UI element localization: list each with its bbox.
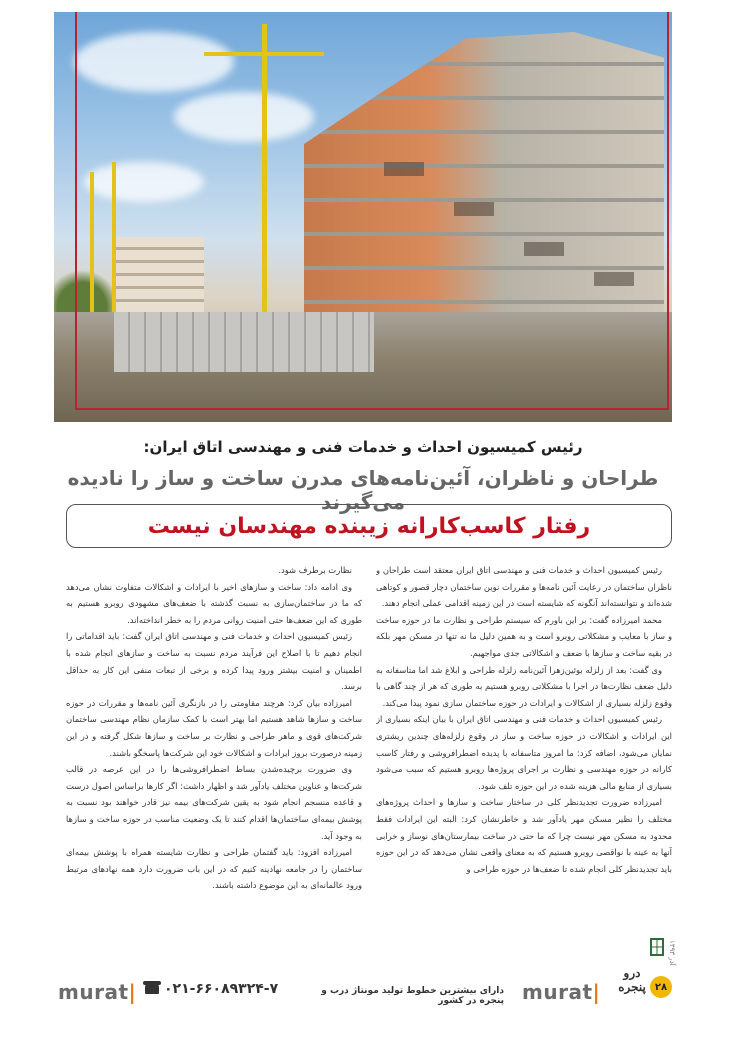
article-title: رفتار کاسب‌کارانه زیبنده مهندسان نیست	[147, 513, 591, 539]
ad-tagline: دارای بیشترین خطوط تولید مونتاژ درب و پنجره در کشور	[321, 986, 504, 1006]
footer-ad	[54, 940, 676, 1012]
paragraph: امیرزاده افزود: باید گفتمان طراحی و نظارت شایسته همراه با پوشش بیمه‌ای ساختمان را در جامعه نهادینه کنیم که در این باب ضرورت دارد همه نهادهای مرتبط ورود عالمانه‌ای به این موضوع داشته باشند.	[66, 847, 362, 891]
paragraph: نظارت برطرف شود.	[278, 565, 352, 575]
kicker-line: رئیس کمیسیون احداث و خدمات فنی و مهندسی اتاق ایران:	[143, 438, 583, 456]
window-logo-icon	[650, 938, 664, 956]
paragraph: امیرزاده بیان کرد: هرچند مقاومتی را در بازنگری آئین نامه‌ها و مقررات در حوزه ساخت و سازها شاهد هستیم اما بهتر است با کمک سازمان نظام مهندسی ساختمان شرکت‌های قوی و ماهر طراحی و نظارت بر ساخت و سازها شکل گرفته و در این زمینه درصورت بروز ایرادات و اشکالات خود این شرکت‌ها پاسخگو باشند.	[66, 697, 362, 758]
paragraph: وی ادامه داد: ساخت و سازهای اخیر با ایرادات و اشکالات متفاوت نشان می‌دهد که ما در ساختمان‌سازی به نسبت گذشته با ضعف‌های مشهودی روبرو هستیم به طوری که این ضعف‌ها حتی امنیت روانی مردم را به خطر انداخته‌اند.	[66, 581, 362, 625]
paragraph: رئیس کمیسیون احداث و خدمات فنی و مهندسی اتاق ایران معتقد است طراحان و ناظران ساختمان در رعایت آئین نامه‌ها و مقررات نوین ساختمان دچار قصور و کوتاهی شده‌اند و نتوانسته‌اند آنگونه که شایسته است در این زمینه اقدامی عملی انجام دهند.	[376, 565, 672, 609]
paragraph: وی گفت: بعد از زلزله بوئین‌زهرا آئین‌نامه زلزله طراحی و ابلاغ شد اما متاسفانه به دلیل ضعف نظارت‌ها در اجرا با مشکلاتی روبرو هستیم به طوری که هر از چند گاهی با وقوع زلزله بسیاری از اشکالات و ایرادات در حوزه ساختمان سازی نمود پیدا می‌کند.	[376, 664, 672, 708]
headline: طراحان و ناظران، آئین‌نامه‌های مدرن ساخت و ساز را نادیده می‌گیرند	[67, 466, 659, 514]
paragraph: امیرزاده ضرورت تجدیدنظر کلی در ساختار ساخت و سازها و احداث پروژه‌های مختلف را نظیر مسکن مهر یادآور شد و خاطرنشان کرد: البته این ایرادات فقط محدود به مسکن مهر نیست چرا که ما حتی در ساخت بیمارستان‌های نوساز و خرابی آنها به عینه با نواقصی روبرو هستیم که به معنای واقعی نشان می‌دهد که در این حوزه باید تجدیدنظر کلی انجام شده تا ضعف‌ها در حوزه طراحی و	[376, 797, 672, 874]
murat-logo-right: murat|	[522, 980, 601, 1004]
magazine-logo: درو پنجره	[618, 966, 646, 994]
page-number-badge: ۲۸	[650, 976, 672, 998]
paragraph: رئیس کمیسیون احداث و خدمات فنی و مهندسی اتاق ایران گفت: باید اقداماتی را انجام دهیم تا با اصلاح این فرآیند مردم نسبت به ساخت و سازهای انجام شده با اطمینان و امنیت بیشتر ورود پیدا کرده و برخی از تبعات منفی این کار به حداقل برسد.	[66, 631, 362, 692]
issue-date: ۱۳۹۳ آذر	[668, 940, 676, 966]
murat-logo-left: murat|	[58, 980, 137, 1004]
title-box	[66, 504, 672, 548]
phone-number: ۰۲۱-۶۶۰۸۹۳۲۴-۷	[164, 981, 279, 997]
paragraph: رئیس کمیسیون احداث و خدمات فنی و مهندسی اتاق ایران با بیان اینکه بسیاری از این ایرادات و اشکالات در حوزه ساخت و ساز در وقوع زلزله‌های چندین ریشتری نمایان می‌شود، اضافه کرد: ما امروز متاسفانه با پدیده اضطرافروشی و رفتار کاسب کارانه در حوزه مهندسی و نظارت بر اجرای پروژه‌ها روبرو هستیم که سبب می‌شود بسیاری از منابع مالی هزینه شده در این حوزه تلف شود.	[376, 714, 672, 791]
article-column-right	[376, 562, 672, 934]
paragraph: وی ضرورت برچیده‌شدن بساط اضطرافروشی‌ها را در این عرصه در قالب شرکت‌ها و عناوین مختلف یادآور شد و اظهار داشت: اگر کارها براساس اصول درست و قاعده منسجم انجام شود به یقین شرکت‌های بیمه نیز قادر خواهند بود نسبت به پوشش بیمه‌ای ساختمان‌ها اقدام کنند تا یک وضعیت مناسب در حوزه ساخت و سازها به وجود آید.	[66, 764, 362, 841]
phone-icon	[145, 984, 159, 994]
paragraph: محمد امیرزاده گفت: بر این باورم که سیستم طراحی و نظارت ما در حوزه ساخت و ساز با معایب و مشکلاتی روبرو است و به همین دلیل ما نه تنها در مسکن مهر بلکه در بقیه ساخت و سازها با ضعف و اشکالاتی جدی مواجهیم.	[376, 614, 672, 658]
photo-red-frame	[75, 12, 669, 410]
article-column-left	[66, 562, 362, 934]
